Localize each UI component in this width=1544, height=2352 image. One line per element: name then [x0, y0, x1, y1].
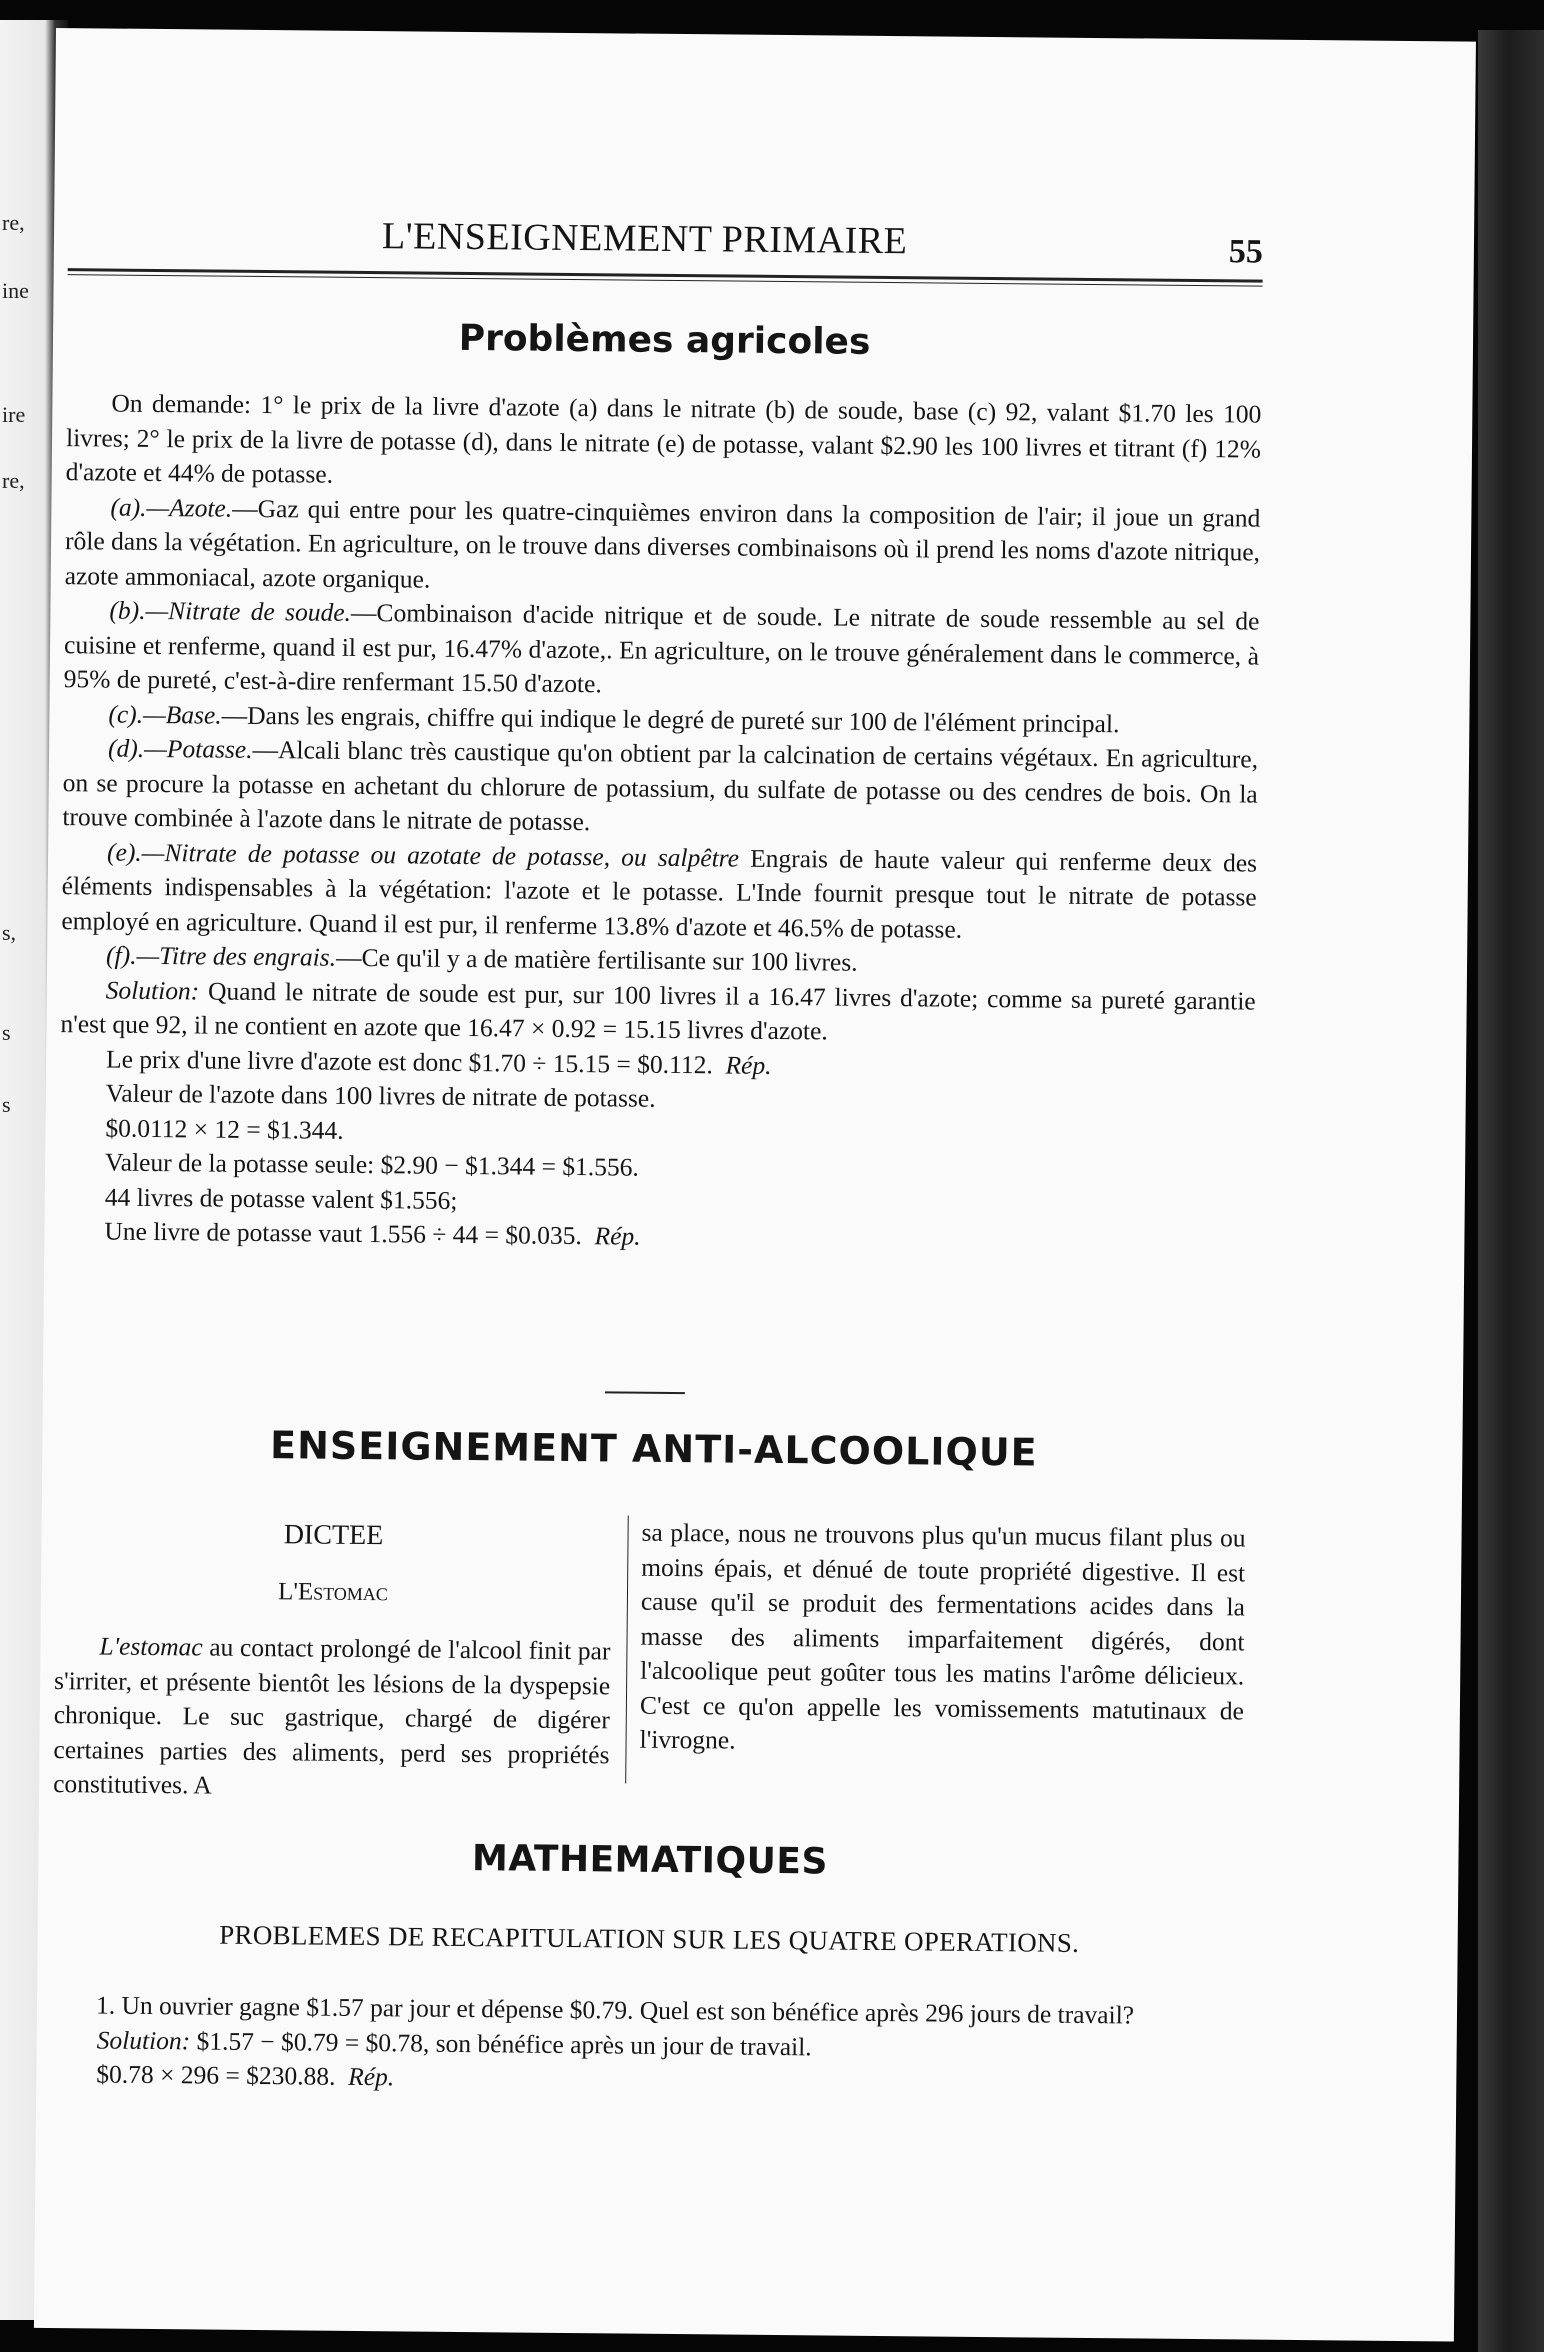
- dictee-left-column: [53, 1510, 612, 1807]
- margin-fragment: ine: [2, 278, 29, 303]
- book-page: [34, 28, 1476, 2342]
- math-problem: 1. Un ouvrier gagne $1.57 par jour et dépense $0.79. Quel est son bénéfice après 296 jours de travail?: [95, 1990, 1135, 2030]
- definition-text: —Gaz qui entre pour les quatre-cinquièmes environ dans la composition de l'air; il joue un grand rôle dans la végétation. En agriculture, on le trouve dans diverses combinaisons où il prend les noms d'azote nitrique, azote ammoniacal, azote organique.: [64, 493, 1261, 594]
- section-title-anti-alcoolique: ENSEIGNEMENT ANTI-ALCOOLIQUE: [269, 1423, 1038, 1475]
- definition-label: (b).—Nitrate de soude.: [109, 595, 352, 627]
- calc-line: Valeur de la potasse seule: $2.90 − $1.344 = $1.556.: [104, 1147, 639, 1182]
- solution-paragraph: [60, 973, 1256, 1053]
- definition-d: [62, 731, 1258, 846]
- rep-label: Rép.: [725, 1049, 772, 1080]
- section-title-mathematiques: MATHEMATIQUES: [471, 1838, 829, 1883]
- math-subtitle: PROBLEMES DE RECAPITULATION SUR LES QUATRE OPERATIONS.: [219, 1919, 1080, 1958]
- column-divider: [625, 1516, 629, 1784]
- dictee-body-left: au contact prolongé de l'alcool finit par s'irriter, et présente bientôt les lésions de la dyspepsie chronique. Le suc gastrique, chargé de digérer certaines parties des aliments, perd ses propriétés constitutives. A: [53, 1632, 611, 1800]
- dictee-heading: DICTEE: [283, 1519, 384, 1552]
- definition-label: (c).—Base.: [108, 699, 222, 730]
- problem-intro: On demande: 1° le prix de la livre d'azote (a) dans le nitrate (b) de soude, base (c) 92, valant $1.70 les 100 livres; 2° le prix de la livre de potasse (d), dans le nitrate (e) de potasse, valant $2.90 les 100 livres et titrant (f) 12% d'azote et 44% de potasse.: [65, 388, 1262, 489]
- definition-text: —Dans les engrais, chiffre qui indique le degré de pureté sur 100 de l'élément principal.: [221, 700, 1120, 738]
- margin-fragment: s: [2, 1020, 11, 1045]
- section-title-problemes: Problèmes agricoles: [458, 317, 871, 363]
- solution-text: $1.57 − $0.79 = $0.78, son bénéfice après un jour de travail.: [190, 2025, 812, 2061]
- dictee-right-column: [639, 1516, 1245, 1763]
- solution-label: Solution:: [96, 2024, 191, 2055]
- definition-b: [64, 593, 1260, 708]
- dictee-text-left: [53, 1629, 611, 1807]
- calc-line: 44 livres de potasse valent $1.556;: [104, 1182, 458, 1215]
- rep-label: Rép.: [594, 1221, 641, 1251]
- page-number: 55: [1228, 233, 1264, 271]
- definition-e: [61, 835, 1257, 950]
- page-content: [53, 28, 1265, 2092]
- page-header: [68, 188, 1264, 271]
- agricultural-problem-block: [58, 386, 1261, 1260]
- solution-text: Quand le nitrate de soude est pur, sur 100 livres il a 16.47 livres d'azote; comme sa pureté garantie n'est que 92, il ne contient en azote que 16.47 × 0.92 = 15.15 livres d'azote.: [60, 975, 1256, 1046]
- dictee-lead: L'estomac: [99, 1631, 203, 1662]
- margin-fragment: ire: [2, 402, 26, 427]
- dictee-text-right: sa place, nous ne trouvons plus qu'un mucus filant plus ou moins épais, et dénué de toute propriété digestive. Il est cause qu'il se produit des fermentations acides dans la masse des aliments imparfaitement digérés, dont l'alcoolique peut goûter tous les matins l'arôme délicieux. C'est ce qu'on appelle les vomissements matutinaux de l'ivrogne.: [639, 1517, 1246, 1755]
- margin-fragment: re,: [2, 210, 25, 235]
- definition-label: (f).—Titre des engrais.: [105, 940, 337, 972]
- dictee-subheading: L'Estomac: [278, 1577, 389, 1606]
- margin-fragment: s: [2, 1092, 11, 1117]
- result-text: $0.78 × 296 = $230.88.: [96, 2059, 336, 2091]
- header-rule: [68, 268, 1263, 286]
- math-problem-block: [50, 1988, 1246, 2103]
- margin-fragment: s,: [2, 920, 17, 945]
- book-page-edges: [1478, 30, 1544, 2352]
- rep-label: Rép.: [348, 2061, 395, 2092]
- definition-text: —Alcali blanc très caustique qu'on obtient par la calcination de certains végétaux. En agriculture, on se procure la potasse en achetant du chlorure de potassium, du sulfate de potasse ou des cendres de bois. On la trouve combinée à l'azote dans le nitrate de potasse.: [62, 734, 1259, 837]
- calc-line: Valeur de l'azote dans 100 livres de nitrate de potasse.: [105, 1078, 656, 1113]
- dictee-columns: [53, 1510, 1251, 1821]
- definition-label: (d).—Potasse.: [107, 733, 253, 764]
- definition-a: [65, 490, 1261, 605]
- calc-line: $0.0112 × 12 = $1.344.: [105, 1113, 344, 1145]
- definition-label: (e).—Nitrate de potasse ou azotate de potasse, ou salpêtre: [106, 837, 740, 873]
- definition-text: —Combinaison d'acide nitrique et de soude. Le nitrate de soude ressemble au sel de cuisine et renferme, quand il est pur, 16.47% d'azote,. En agriculture, on le trouve généralement dans le commerce, à 95% de pureté, c'est-à-dire renfermant 15.50 d'azote.: [63, 597, 1260, 699]
- margin-fragment: re,: [2, 468, 25, 493]
- solution-label: Solution:: [105, 975, 200, 1005]
- definition-text: Engrais de haute valeur qui renferme deux des éléments indispensables à la végétation: l'azote et le potasse. L'Inde fournit presque tout le nitrate de potasse employé en agriculture. Quand il est pur, il renferme 13.8% d'azote et 46.5% de potasse.: [61, 843, 1258, 944]
- definition-label: (a).—Azote.: [110, 492, 233, 523]
- calc-text: Une livre de potasse vaut 1.556 ÷ 44 = $0.035.: [104, 1216, 582, 1251]
- definition-text: —Ce qu'il y a de matière fertilisante sur 100 livres.: [335, 942, 858, 977]
- section-divider: [605, 1391, 685, 1394]
- calc-text: Le prix d'une livre d'azote est donc $1.70 ÷ 15.15 = $0.112.: [105, 1044, 713, 1079]
- running-title: L'ENSEIGNEMENT PRIMAIRE: [381, 215, 908, 263]
